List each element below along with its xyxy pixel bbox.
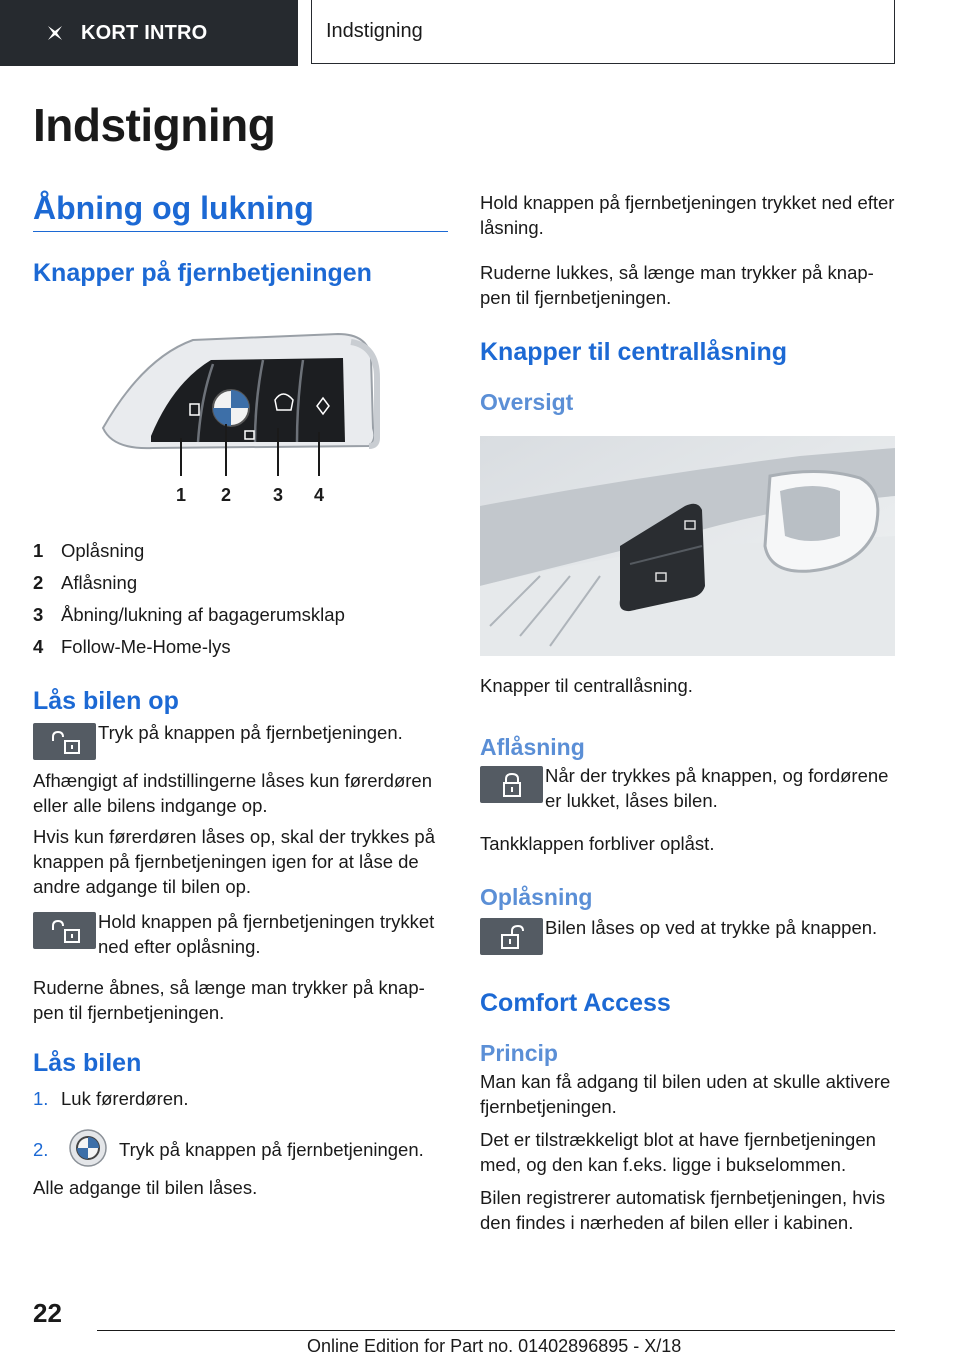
heading-unlock-car: Lås bilen op xyxy=(33,687,179,715)
chapter-tab-label: KORT INTRO xyxy=(81,21,208,44)
list-text: Luk førerdøren. xyxy=(61,1088,189,1109)
legend-number: 3 xyxy=(33,604,44,625)
paragraph: Hold knappen på fjernbetjeningen trykket ned efter låsning. xyxy=(480,192,895,238)
page-header xyxy=(0,0,960,66)
heading-comfort-access: Comfort Access xyxy=(480,989,671,1017)
heading-remote-buttons: Knapper på fjernbetjeningen xyxy=(33,259,372,287)
paragraph: Man kan få adgang til bilen uden at skulle aktivere fjernbetjeningen. xyxy=(480,1071,891,1117)
right-column xyxy=(480,190,895,1235)
legend-label: Åbning/lukning af bagagerumsklap xyxy=(61,604,345,625)
heading-overview: Oversigt xyxy=(480,389,574,415)
heading-central-locking: Knapper til centrallåsning xyxy=(480,338,788,366)
heading-lock: Aflåsning xyxy=(480,734,585,760)
unlock-button-icon xyxy=(33,723,96,760)
bmw-button-icon xyxy=(69,1129,107,1167)
list-number: 2. xyxy=(33,1139,49,1160)
door-panel-photo xyxy=(480,436,895,656)
central-unlock-text: Bilen låses op ved at trykke på knappen. xyxy=(545,917,878,938)
unlock-text: Tryk på knappen på fjernbetjeningen. xyxy=(98,722,403,743)
unlock-button-icon xyxy=(480,918,543,955)
page-number: 22 xyxy=(33,1298,62,1328)
legend-number: 2 xyxy=(33,572,44,593)
lock-text: Når der trykkes på knappen, og fordørene er lukket, låses bilen. xyxy=(545,765,889,811)
sparkle-icon xyxy=(45,23,65,43)
photo-caption: Knapper til centrallåsning. xyxy=(480,675,693,696)
unlock-instruction xyxy=(33,720,448,760)
legend-number: 4 xyxy=(33,636,44,657)
remote-key-illustration xyxy=(33,328,448,508)
legend-label: Aflåsning xyxy=(61,572,138,593)
heading-unlock: Oplåsning xyxy=(480,884,593,910)
callout-3: 3 xyxy=(272,485,284,505)
paragraph: Ruderne åbnes, så længe man trykker på knappen til fjernbetjeningen. xyxy=(33,977,425,1023)
heading-lock-car: Lås bilen xyxy=(33,1049,142,1077)
section-title: Åbning og lukning xyxy=(33,190,448,232)
legend-item xyxy=(33,535,448,567)
paragraph: Hvis kun førerdøren låses op, skal der trykkes på knappen på fjernbetjeningen igen for at låse de andre adgange til bilen op. xyxy=(33,826,436,897)
legend-label: Oplåsning xyxy=(61,540,145,561)
lock-button-icon xyxy=(480,766,543,803)
footer-divider xyxy=(97,1330,895,1331)
legend-item xyxy=(33,631,448,663)
chapter-tab[interactable] xyxy=(0,0,298,66)
paragraph: Ruderne lukkes, så længe man trykker på knappen til fjernbetjeningen. xyxy=(480,262,874,308)
paragraph: Afhængigt af indstillingerne låses kun førerdøren eller alle bilens indgange op. xyxy=(33,770,432,816)
unlock-button-icon xyxy=(33,912,96,949)
left-column xyxy=(33,190,448,1200)
heading-principle: Princip xyxy=(480,1040,558,1066)
footer-edition: Online Edition for Part no. 01402896895 - X/18 xyxy=(307,1336,682,1356)
hold-unlock-text: Hold knappen på fjernbetjeningen trykket ned efter oplåsning. xyxy=(98,911,435,957)
list-item xyxy=(33,1086,448,1111)
section-tab-label: Indstigning xyxy=(326,20,423,42)
legend-item xyxy=(33,599,448,631)
callout-2: 2 xyxy=(220,485,232,505)
list-number: 1. xyxy=(33,1088,49,1109)
legend-item xyxy=(33,567,448,599)
callout-1: 1 xyxy=(175,485,187,505)
figure-legend xyxy=(33,535,448,663)
central-unlock-instruction xyxy=(480,915,895,955)
legend-label: Follow-Me-Home-lys xyxy=(61,636,231,657)
hold-unlock-instruction xyxy=(33,909,448,959)
paragraph: Bilen registrerer automatisk fjernbetjeningen, hvis den findes i nærheden af bilen eller i kabinen. xyxy=(480,1187,886,1233)
paragraph: Alle adgange til bilen låses. xyxy=(33,1177,258,1198)
callout-4: 4 xyxy=(313,485,325,505)
paragraph: Det er tilstrækkeligt blot at have fjernbetjeningen med, og den kan f.eks. ligge i bukselommen. xyxy=(480,1129,876,1175)
legend-number: 1 xyxy=(33,540,44,561)
list-text: Tryk på knappen på fjernbetjeningen. xyxy=(119,1139,424,1160)
list-item xyxy=(33,1137,448,1167)
section-tab[interactable] xyxy=(311,0,895,64)
paragraph: Tankklappen forbliver oplåst. xyxy=(480,833,715,854)
lock-instruction xyxy=(480,763,895,813)
page-title: Indstigning xyxy=(33,99,276,151)
